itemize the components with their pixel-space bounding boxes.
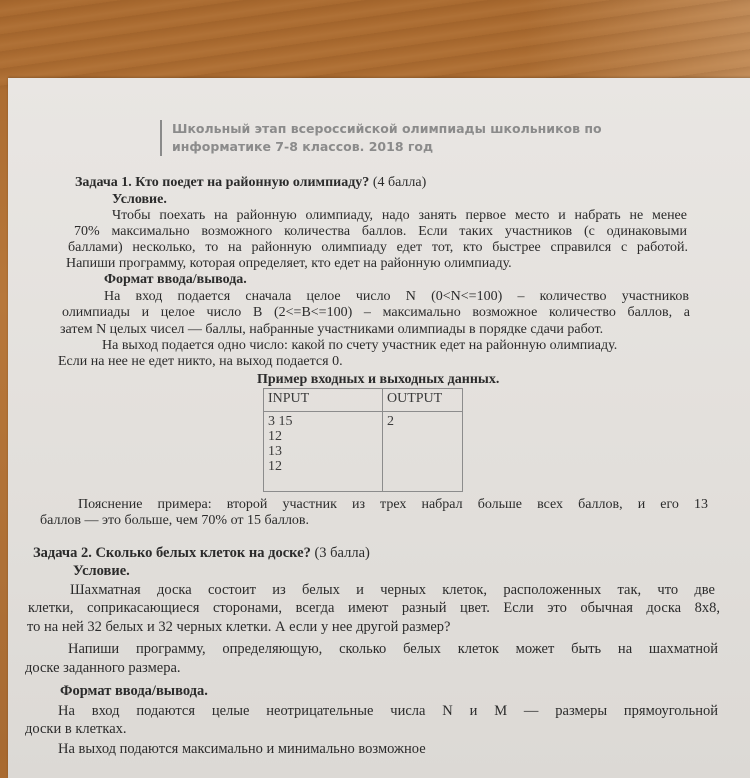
task2-input-line-2: доски в клетках.: [25, 721, 127, 737]
output-value: 2: [387, 414, 394, 429]
task1-input-line-2: олимпиады и целое число B (2<=B<=100) – максимально возможное количество баллов, а: [62, 305, 690, 320]
example-table-input-cell: [264, 412, 383, 492]
example-table-header-row: [264, 389, 463, 412]
input-value: 12: [268, 459, 282, 474]
task1-input-line-3: затем N целых чисел — баллы, набранные участниками олимпиады в порядке сдачи работ.: [60, 322, 604, 337]
task2-output-partial: На выход подаются максимально и минимально возможное: [58, 741, 426, 757]
task1-condition-line-3: баллами) несколько, то на районную олимпиаду едет тот, кто быстрее справился с работой.: [68, 240, 688, 255]
example-table-output-cell: [383, 412, 463, 492]
task1-input-line-1: На вход подается сначала целое число N (0<N<=100) – количество участников: [104, 289, 689, 304]
example-title: Пример входных и выходных данных.: [257, 372, 500, 387]
task2-title: Задача 2. Сколько белых клеток на доске?: [33, 545, 311, 561]
task1-condition-line-1: Чтобы поехать на районную олимпиаду, надо занять первое место и набрать не менее: [112, 208, 687, 223]
task2-heading: [33, 545, 370, 561]
task2-condition-label: Условие.: [73, 563, 130, 579]
task2-points: (3 балла): [314, 545, 370, 561]
explanation-line-2: баллов — это больше, чем 70% от 15 баллов.: [40, 513, 310, 528]
task1-points: (4 балла): [372, 175, 427, 190]
task1-output-line-1: На выход подается одно число: какой по счету участник едет на районную олимпиаду.: [102, 338, 618, 353]
task1-format-label: Формат ввода/вывода.: [104, 272, 247, 287]
task2-program-line-2: доске заданного размера.: [25, 660, 181, 676]
input-value: 3 15: [268, 414, 293, 429]
task1-output-line-2: Если на нее не едет никто, на выход подается 0.: [58, 354, 343, 369]
task1-condition-label: Условие.: [112, 192, 167, 207]
example-table-row: [264, 412, 463, 492]
header-line-1: Школьный этап всероссийской олимпиады школьников по: [172, 121, 602, 136]
explanation-line-1: Пояснение примера: второй участник из трех набрал больше всех баллов, и его 13: [78, 497, 708, 512]
task2-program-line-1: Напиши программу, определяющую, сколько белых клеток может быть на шахматной: [68, 641, 718, 657]
input-value: 13: [268, 444, 282, 459]
example-table-header-output: OUTPUT: [383, 389, 463, 412]
example-table: [263, 388, 463, 492]
header-line-2: информатике 7-8 классов. 2018 год: [172, 139, 434, 154]
task1-condition-line-2: 70% максимально возможного количества баллов. Если таких участников (с одинаковыми: [74, 224, 687, 239]
task1-heading: [75, 175, 426, 191]
example-table-header-input: INPUT: [264, 389, 383, 412]
task1-title: Задача 1. Кто поедет на районную олимпиаду?: [75, 175, 370, 190]
task2-condition-line-2: клетки, соприкасающиеся сторонами, всегда имеют разный цвет. Если это обычная доска 8x8,: [28, 600, 720, 616]
task2-input-line-1: На вход подаются целые неотрицательные числа N и M — размеры прямоугольной: [58, 703, 718, 719]
task2-condition-line-1: Шахматная доска состоит из белых и черных клеток, расположенных так, что две: [70, 582, 715, 598]
document-header: [160, 120, 602, 156]
input-value: 12: [268, 429, 282, 444]
task1-condition-line-4: Напиши программу, которая определяет, кто едет на районную олимпиаду.: [66, 256, 512, 271]
task2-condition-line-3: то на ней 32 белых и 32 черных клетки. А если у нее другой размер?: [27, 619, 451, 635]
task2-format-label: Формат ввода/вывода.: [60, 683, 208, 699]
